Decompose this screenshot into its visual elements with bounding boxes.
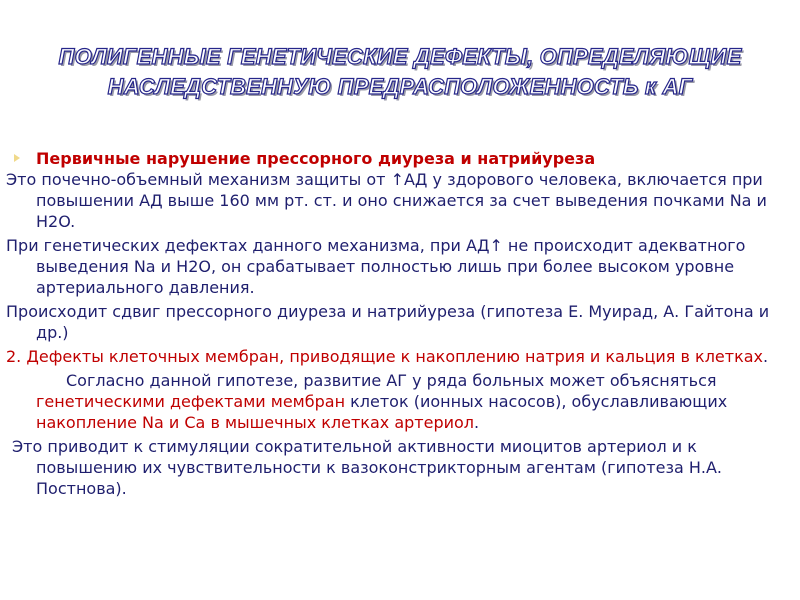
title-line-2: НАСЛЕДСТВЕННУЮ ПРЕДРАСПОЛОЖЕННОСТЬ к АГ xyxy=(107,74,693,99)
bullet-icon xyxy=(14,154,20,162)
paragraph-5-highlight-1: генетическими дефектами мембран xyxy=(36,392,346,411)
section-heading xyxy=(6,148,796,169)
paragraph-1: Это почечно-объемный механизм защиты от ↑АД у здорового человека, включается при повышении АД выше 160 мм рт. ст. и оно снижается за счет выведения почками Na и H2O. xyxy=(6,170,767,231)
title-line-1: ПОЛИГЕННЫЕ ГЕНЕТИЧЕСКИЕ ДЕФЕКТЫ, ОПРЕДЕЛЯЮЩИЕ xyxy=(58,44,742,69)
paragraph-5-a: Согласно данной гипотезе, развитие АГ у ряда больных может объясняться xyxy=(66,371,717,390)
paragraph-4-text: 2. Дефекты клеточных мембран, приводящие к накоплению натрия и кальция в клетках xyxy=(6,347,764,366)
paragraph-3: Происходит сдвиг прессорного диуреза и натрийуреза (гипотеза Е. Муирад, А. Гайтона и др.) xyxy=(6,302,770,342)
paragraph-2: При генетических дефектах данного механизма, при АД↑ не происходит адекватного выведения Na и H2O, он срабатывает полностью лишь при более высоком уровне артериального давления. xyxy=(6,236,746,297)
section-heading-text: Первичные нарушение прессорного диуреза и натрийуреза xyxy=(36,149,596,168)
paragraph-5-c: клеток (ионных насосов), обуславливающих xyxy=(350,392,728,411)
paragraph-5-end: . xyxy=(474,413,480,432)
paragraph-6: Это приводит к стимуляции сократительной активности миоцитов артериол и к повышению их чувствительности к вазоконстрикторным агентам (гипотеза Н.А. Постнова). xyxy=(12,437,722,498)
paragraph-4-end: . xyxy=(763,347,769,366)
paragraph-4 xyxy=(6,346,796,367)
slide-body xyxy=(6,148,796,502)
paragraph-5-highlight-2: накопление Na и Ca в мышечных клетках артериол xyxy=(36,413,475,432)
slide-title xyxy=(0,42,800,102)
paragraph-5 xyxy=(6,370,796,433)
